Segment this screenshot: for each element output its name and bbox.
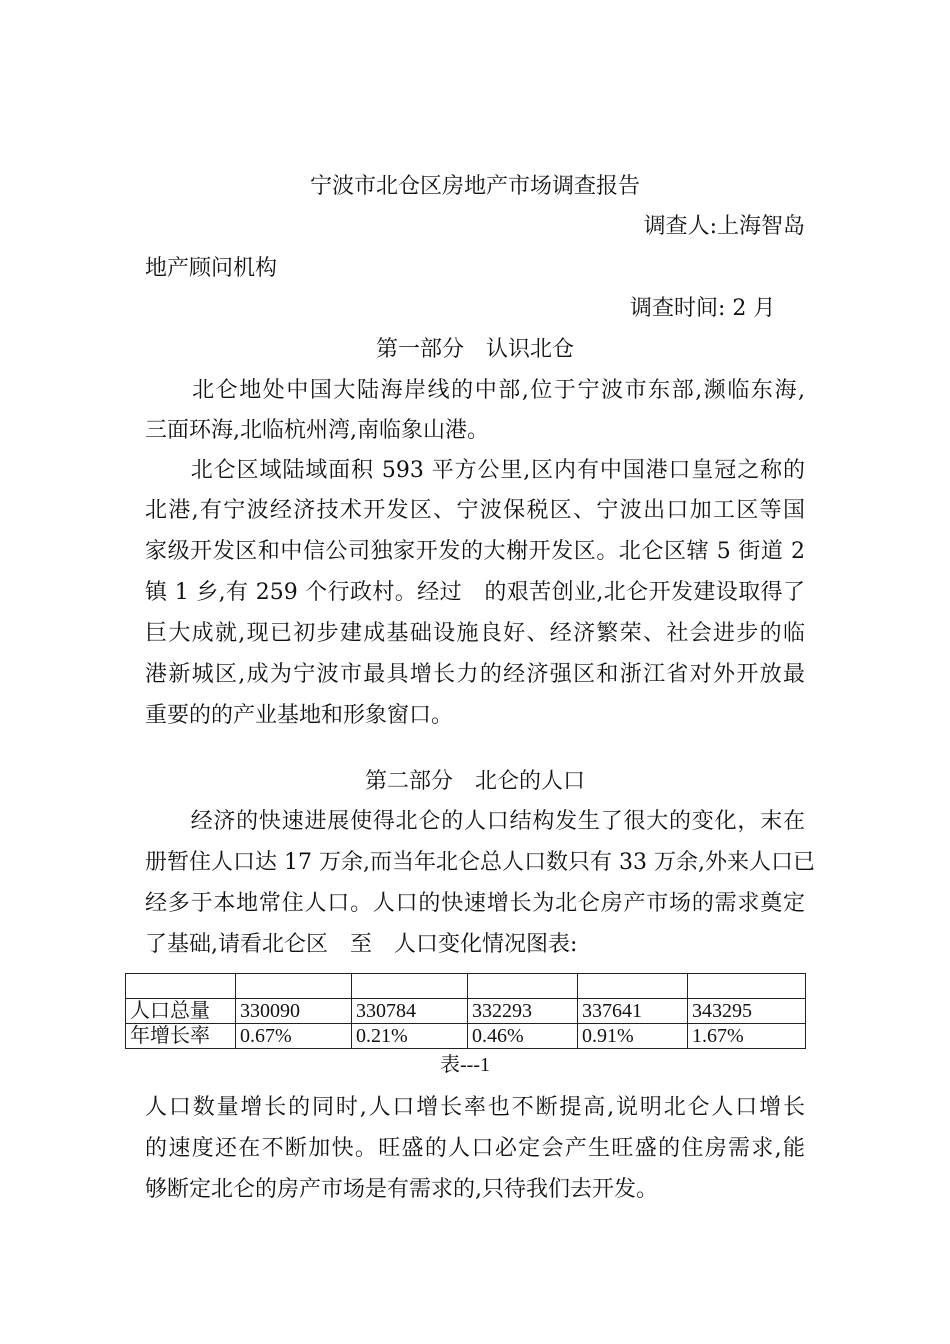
part1-line: 镇 1 乡,有 259 个行政村。经过 的艰苦创业,北仑开发建设取得了 <box>145 580 805 605</box>
part1-line: 三面环海,北临杭州湾,南临象山港。 <box>145 418 489 443</box>
table-cell: 337641 <box>578 999 688 1024</box>
table-header-cell <box>578 974 688 999</box>
part2-line: 经多于本地常住人口。人口的快速增长为北仑房产市场的需求奠定 <box>145 891 805 916</box>
part1-line: 重要的的产业基地和形象窗口。 <box>145 703 454 728</box>
table-caption: 表---1 <box>440 1054 490 1076</box>
part2-line: 了基础,请看北仑区 至 人口变化情况图表: <box>145 932 578 957</box>
table-header-cell <box>688 974 806 999</box>
investigator-line: 调查人:上海智岛 <box>643 214 805 239</box>
investigator-org: 地产顾问机构 <box>145 256 278 281</box>
conclusion-line: 够断定北仑的房产市场是有需求的,只待我们去开发。 <box>145 1177 658 1202</box>
table-row <box>126 1024 806 1049</box>
table-cell: 0.21% <box>352 1024 468 1049</box>
part1-line: 家级开发区和中信公司独家开发的大榭开发区。北仑区辖 5 街道 2 <box>145 539 805 564</box>
part2-line: 册暂住人口达 17 万余,而当年北仑总人口数只有 33 万余,外来人口已 <box>145 850 815 875</box>
document-title: 宁波市北仓区房地产市场调查报告 <box>309 174 640 199</box>
table-cell: 330090 <box>236 999 352 1024</box>
table-header-cell <box>236 974 352 999</box>
table-cell: 0.67% <box>236 1024 352 1049</box>
table-cell: 0.91% <box>578 1024 688 1049</box>
table-header-cell <box>352 974 468 999</box>
part2-heading: 第二部分 北仑的人口 <box>364 769 585 794</box>
table-row <box>126 999 806 1024</box>
population-table <box>125 973 806 1049</box>
part1-line: 北仑区域陆域面积 593 平方公里,区内有中国港口皇冠之称的 <box>145 458 805 483</box>
table-cell: 1.67% <box>688 1024 806 1049</box>
part1-line: 港新城区,成为宁波市最具增长力的经济强区和浙江省对外开放最 <box>145 662 805 687</box>
part1-line: 巨大成就,现已初步建成基础设施良好、经济繁荣、社会进步的临 <box>145 621 805 646</box>
table-cell: 人口总量 <box>126 999 236 1024</box>
part1-line: 北港,有宁波经济技术开发区、宁波保税区、宁波出口加工区等国 <box>145 498 805 523</box>
conclusion-line: 的速度还在不断加快。旺盛的人口必定会产生旺盛的住房需求,能 <box>145 1136 805 1161</box>
table-cell: 年增长率 <box>126 1024 236 1049</box>
table-header-cell <box>468 974 578 999</box>
table-cell: 332293 <box>468 999 578 1024</box>
table-header-cell <box>126 974 236 999</box>
part1-line: 北仑地处中国大陆海岸线的中部,位于宁波市东部,濒临东海, <box>145 378 805 403</box>
table-cell: 0.46% <box>468 1024 578 1049</box>
part1-heading: 第一部分 认识北仓 <box>375 337 574 362</box>
part2-line: 经济的快速进展使得北仑的人口结构发生了很大的变化，末在 <box>145 809 805 834</box>
conclusion-line: 人口数量增长的同时,人口增长率也不断提高,说明北仑人口增长 <box>145 1095 805 1120</box>
table-cell: 330784 <box>352 999 468 1024</box>
table-cell: 343295 <box>688 999 806 1024</box>
table-header-row <box>126 974 806 999</box>
survey-time: 调查时间: 2 月 <box>630 296 776 321</box>
